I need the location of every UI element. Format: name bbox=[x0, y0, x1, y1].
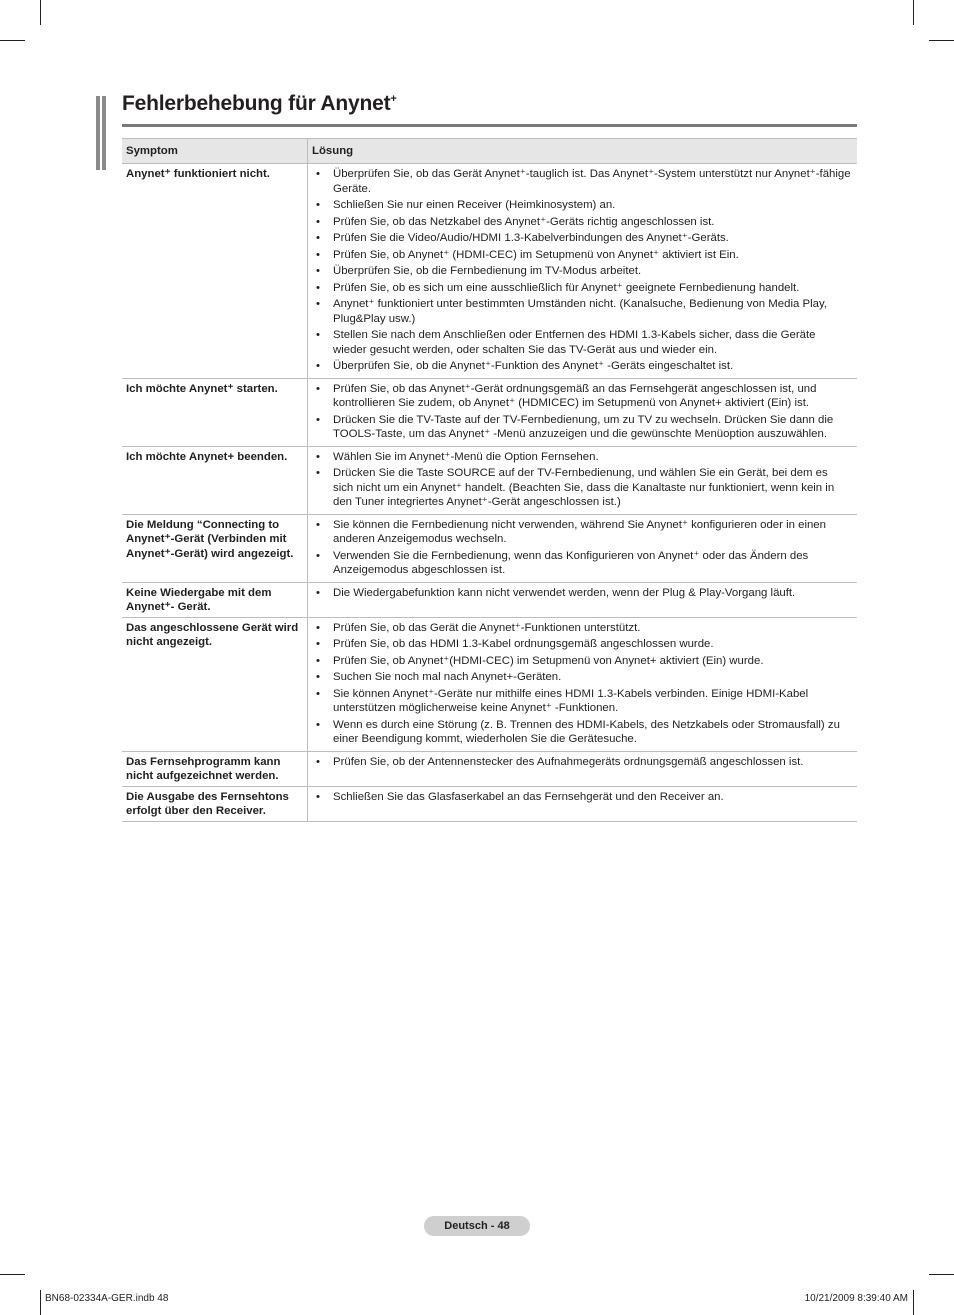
list-item: • Prüfen Sie, ob es sich um eine ausschließlich für Anynet⁺ geeignete Fernbedienung handelt. bbox=[314, 281, 851, 296]
table-header-row bbox=[122, 139, 857, 164]
table-row bbox=[122, 378, 857, 446]
list-item: • Prüfen Sie die Video/Audio/HDMI 1.3-Kabelverbindungen des Anynet⁺-Geräts. bbox=[314, 231, 851, 246]
list-item: • Wählen Sie im Anynet⁺-Menü die Option Fernsehen. bbox=[314, 450, 851, 465]
table-row bbox=[122, 164, 857, 379]
symptom-cell: Das angeschlossene Gerät wird nicht angezeigt. bbox=[122, 617, 308, 751]
troubleshooting-table bbox=[122, 138, 857, 822]
list-item: • Sie können Anynet⁺-Geräte nur mithilfe eines HDMI 1.3-Kabels verbinden. Einige HDMI-Kabel unterstützen möglicherweise keine Anynet⁺ -Funktionen. bbox=[314, 687, 851, 716]
solution-cell bbox=[308, 617, 858, 751]
solution-list bbox=[314, 586, 851, 601]
column-header-solution: Lösung bbox=[308, 139, 858, 164]
list-item: • Prüfen Sie, ob Anynet⁺ (HDMI-CEC) im Setupmenü von Anynet⁺ aktiviert ist Ein. bbox=[314, 248, 851, 263]
list-item: • Prüfen Sie, ob das Gerät die Anynet⁺-Funktionen unterstützt. bbox=[314, 621, 851, 636]
list-item: • Anynet⁺ funktioniert unter bestimmten Umständen nicht. (Kanalsuche, Bedienung von Media Play, Plug&Play usw.) bbox=[314, 297, 851, 326]
list-item: • Suchen Sie noch mal nach Anynet+-Geräten. bbox=[314, 670, 851, 685]
symptom-cell: Die Ausgabe des Fernsehtons erfolgt über den Receiver. bbox=[122, 786, 308, 821]
crop-mark-br-h bbox=[929, 1274, 954, 1275]
list-item: • Überprüfen Sie, ob die Fernbedienung im TV-Modus arbeitet. bbox=[314, 264, 851, 279]
symptom-cell: Ich möchte Anynet+ beenden. bbox=[122, 446, 308, 514]
list-item: • Die Wiedergabefunktion kann nicht verwendet werden, wenn der Plug & Play-Vorgang läuft. bbox=[314, 586, 851, 601]
crop-mark-tr-v bbox=[913, 0, 914, 25]
crop-mark-tl-h bbox=[0, 40, 25, 41]
list-item: • Drücken Sie die Taste SOURCE auf der TV-Fernbedienung, und wählen Sie ein Gerät, bei dem es sich nicht um ein Anynet⁺ handelt. (Beachten Sie, dass die Kanaltaste nur funktioniert, wenn kein in den Tuner integriertes Anynet⁺-Gerät angeschlossen ist.) bbox=[314, 466, 851, 510]
title-underline bbox=[122, 124, 857, 127]
symptom-cell: Das Fernsehprogramm kann nicht aufgezeichnet werden. bbox=[122, 751, 308, 786]
solution-cell bbox=[308, 446, 858, 514]
page-number-badge: Deutsch - 48 bbox=[424, 1216, 530, 1236]
list-item: • Prüfen Sie, ob der Antennenstecker des Aufnahmegeräts ordnungsgemäß angeschlossen ist. bbox=[314, 755, 851, 770]
symptom-cell: Ich möchte Anynet⁺ starten. bbox=[122, 378, 308, 446]
solution-list bbox=[314, 621, 851, 747]
column-header-symptom: Symptom bbox=[122, 139, 308, 164]
page-title: Fehlerbehebung für Anynet+ bbox=[122, 92, 397, 115]
solution-list bbox=[314, 755, 851, 770]
symptom-cell: Anynet⁺ funktioniert nicht. bbox=[122, 164, 308, 379]
solution-cell bbox=[308, 164, 858, 379]
list-item: • Prüfen Sie, ob Anynet⁺(HDMI-CEC) im Setupmenü von Anynet+ aktiviert (Ein) wurde. bbox=[314, 654, 851, 669]
list-item: • Prüfen Sie, ob das Anynet⁺-Gerät ordnungsgemäß an das Fernsehgerät angeschlossen ist, und kontrollieren Sie zudem, ob Anynet⁺ (HDMICEC) im Setupmenü von Anynet+ aktiviert (Ein) ist. bbox=[314, 382, 851, 411]
list-item: • Schließen Sie das Glasfaserkabel an das Fernsehgerät und den Receiver an. bbox=[314, 790, 851, 805]
crop-mark-bl-v bbox=[40, 1290, 41, 1315]
solution-list bbox=[314, 167, 851, 374]
solution-list bbox=[314, 790, 851, 805]
solution-cell bbox=[308, 582, 858, 617]
solution-cell bbox=[308, 378, 858, 446]
list-item: • Prüfen Sie, ob das HDMI 1.3-Kabel ordnungsgemäß angeschlossen wurde. bbox=[314, 637, 851, 652]
crop-mark-tl-v bbox=[40, 0, 41, 25]
list-item: • Wenn es durch eine Störung (z. B. Trennen des HDMI-Kabels, des Netzkabels oder Stromausfall) zu einer Beendigung kommt, wiederholen Sie die Gerätesuche. bbox=[314, 718, 851, 747]
list-item: • Schließen Sie nur einen Receiver (Heimkinosystem) an. bbox=[314, 198, 851, 213]
table-body bbox=[122, 164, 857, 822]
crop-mark-bl-h bbox=[0, 1274, 25, 1275]
symptom-cell: Keine Wiedergabe mit dem Anynet⁺- Gerät. bbox=[122, 582, 308, 617]
list-item: • Prüfen Sie, ob das Netzkabel des Anynet⁺-Geräts richtig angeschlossen ist. bbox=[314, 215, 851, 230]
crop-mark-br-v bbox=[913, 1290, 914, 1315]
list-item: • Drücken Sie die TV-Taste auf der TV-Fernbedienung, um zu TV zu wechseln. Drücken Sie dann die TOOLS-Taste, um das Anynet⁺ -Menü anzuzeigen und die gewünschte Menüoption auszuwählen. bbox=[314, 413, 851, 442]
table-row bbox=[122, 514, 857, 582]
table-row bbox=[122, 751, 857, 786]
footer-file-info: BN68-02334A-GER.indb 48 bbox=[45, 1293, 169, 1304]
solution-cell bbox=[308, 514, 858, 582]
list-item: • Sie können die Fernbedienung nicht verwenden, während Sie Anynet⁺ konfigurieren oder in einen anderen Anzeigemodus wechseln. bbox=[314, 518, 851, 547]
solution-cell bbox=[308, 751, 858, 786]
solution-cell bbox=[308, 786, 858, 821]
solution-list bbox=[314, 382, 851, 442]
solution-list bbox=[314, 518, 851, 578]
table-row bbox=[122, 446, 857, 514]
crop-mark-tr-h bbox=[929, 40, 954, 41]
table-row bbox=[122, 786, 857, 821]
list-item: • Überprüfen Sie, ob das Gerät Anynet⁺-tauglich ist. Das Anynet⁺-System unterstützt nur Anynet⁺-fähige Geräte. bbox=[314, 167, 851, 196]
footer-timestamp: 10/21/2009 8:39:40 AM bbox=[804, 1293, 908, 1304]
solution-list bbox=[314, 450, 851, 510]
list-item: • Stellen Sie nach dem Anschließen oder Entfernen des HDMI 1.3-Kabels sicher, dass die Geräte wieder gesucht werden, oder schalten Sie das TV-Gerät aus und wieder ein. bbox=[314, 328, 851, 357]
table-row bbox=[122, 582, 857, 617]
list-item: • Verwenden Sie die Fernbedienung, wenn das Konfigurieren von Anynet⁺ oder das Ändern des Anzeigemodus abgeschlossen ist. bbox=[314, 549, 851, 578]
list-item: • Überprüfen Sie, ob die Anynet⁺-Funktion des Anynet⁺ -Geräts eingeschaltet ist. bbox=[314, 359, 851, 374]
symptom-cell: Die Meldung “Connecting to Anynet⁺-Gerät (Verbinden mit Anynet⁺-Gerät) wird angezeigt. bbox=[122, 514, 308, 582]
table-row bbox=[122, 617, 857, 751]
